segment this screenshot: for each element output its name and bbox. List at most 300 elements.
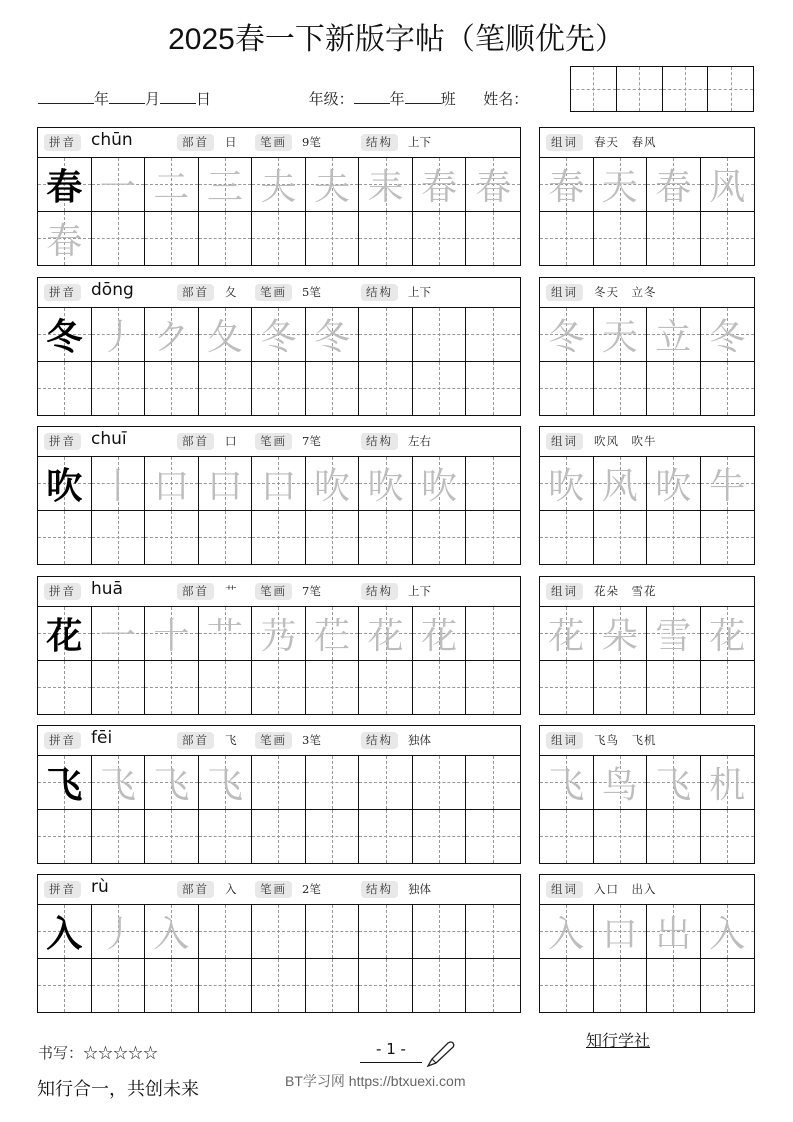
writing-cell[interactable] [38,661,92,715]
writing-cell[interactable] [647,607,701,661]
writing-cell[interactable] [540,661,594,715]
words-header [540,726,754,756]
radical-tag: 部首 [177,583,214,600]
writing-cell[interactable] [306,457,360,511]
stroke-step-trace: 三 [206,166,243,208]
word-trace-character: 入 [548,913,585,955]
structure-value: 上下 [408,135,431,149]
writing-cell[interactable] [92,158,146,212]
writing-cell[interactable] [701,212,755,266]
words-header [540,577,754,607]
day-blank[interactable] [160,89,196,104]
writing-cell[interactable] [359,661,413,715]
radical-tag: 部首 [177,433,214,450]
writing-cell[interactable] [701,661,755,715]
strokes-value: 3笔 [302,733,321,747]
writing-cell[interactable] [359,959,413,1013]
word-trace-character: 花 [548,615,585,657]
writing-cell[interactable] [38,362,92,416]
writing-cell[interactable] [647,511,701,565]
name-cell[interactable] [617,67,663,111]
writing-cell[interactable] [594,661,648,715]
writing-cell[interactable] [701,457,755,511]
writing-cell[interactable] [594,756,648,810]
writing-rating [38,1042,158,1063]
stroke-step-trace: 夫 [260,166,297,208]
writing-cell[interactable] [92,661,146,715]
word-practice-box [539,725,755,864]
words-tag: 组词 [546,134,583,151]
words-value: 春天 春风 [594,135,657,149]
structure-tag: 结构 [361,732,398,749]
writing-cell[interactable] [252,457,306,511]
writing-cell[interactable] [199,212,253,266]
stroke-step-trace: 入 [153,913,190,955]
name-cell[interactable] [708,67,753,111]
character-block [37,874,755,1013]
name-label: 姓名： [483,90,529,108]
writing-cell[interactable] [252,308,306,362]
writing-cell[interactable] [306,362,360,416]
radical-value: 艹 [225,584,237,598]
writing-cell[interactable] [38,308,92,362]
structure-value: 上下 [408,584,431,598]
word-trace-character: 风 [601,465,638,507]
tianzige-grid [38,905,520,1012]
writing-cell[interactable] [38,959,92,1013]
strokes-tag: 笔画 [255,433,292,450]
pinyin-tag: 拼音 [44,583,81,600]
writing-cell[interactable] [252,362,306,416]
tianzige-grid [38,756,520,863]
writing-cell[interactable] [252,959,306,1013]
writing-cell[interactable] [199,810,253,864]
writing-cell[interactable] [252,661,306,715]
writing-cell[interactable] [252,212,306,266]
writing-cell[interactable] [413,607,467,661]
writing-cell[interactable] [647,959,701,1013]
writing-cell[interactable] [594,212,648,266]
word-trace-character: 天 [601,166,638,208]
writing-cell[interactable] [92,905,146,959]
writing-cell[interactable] [252,158,306,212]
writing-cell[interactable] [466,905,520,959]
class-blank[interactable] [405,89,441,104]
writing-cell[interactable] [38,810,92,864]
name-cell[interactable] [571,67,617,111]
writing-cell[interactable] [92,212,146,266]
writing-cell[interactable] [359,905,413,959]
writing-cell[interactable] [92,810,146,864]
writing-cell[interactable] [306,308,360,362]
word-trace-character: 雪 [655,615,692,657]
writing-cell[interactable] [647,661,701,715]
writing-cell[interactable] [199,661,253,715]
writing-cell[interactable] [540,810,594,864]
pinyin-tag: 拼音 [44,433,81,450]
structure-tag: 结构 [361,284,398,301]
year-blank[interactable] [38,89,94,104]
writing-cell[interactable] [92,607,146,661]
writing-cell[interactable] [540,959,594,1013]
strokes-tag: 笔画 [255,583,292,600]
writing-cell[interactable] [701,905,755,959]
writing-cell[interactable] [466,158,520,212]
stroke-step-trace: 口 [153,465,190,507]
stroke-step-trace: 夫 [314,166,351,208]
writing-cell[interactable] [145,661,199,715]
writing-cell[interactable] [199,905,253,959]
writing-cell[interactable] [594,959,648,1013]
writing-cell[interactable] [540,756,594,810]
word-trace-character: 入 [709,913,746,955]
words-value: 冬天 立冬 [594,285,657,299]
writing-cell[interactable] [413,308,467,362]
name-cell[interactable] [663,67,709,111]
word-trace-character: 鸟 [601,764,638,806]
writing-cell[interactable] [701,158,755,212]
writing-cell[interactable] [145,457,199,511]
words-value: 吹风 吹牛 [594,434,657,448]
stroke-step-trace: 吹 [314,465,351,507]
radical-tag: 部首 [177,732,214,749]
writing-cell[interactable] [252,905,306,959]
writing-cell[interactable] [306,607,360,661]
writing-cell[interactable] [252,810,306,864]
writing-cell[interactable] [145,511,199,565]
writing-cell[interactable] [145,756,199,810]
writing-cell[interactable] [145,158,199,212]
stroke-step-trace: 口 [206,465,243,507]
writing-cell[interactable] [199,607,253,661]
writing-cell[interactable] [594,607,648,661]
stroke-step-trace: 飞 [99,764,136,806]
word-tianzige-grid [540,308,754,415]
writing-cell[interactable] [594,308,648,362]
writing-cell[interactable] [359,158,413,212]
writing-cell[interactable] [359,756,413,810]
stroke-step-trace: 冬 [314,316,351,358]
tianzige-grid [38,607,520,714]
writing-cell[interactable] [145,959,199,1013]
writing-cell[interactable] [145,362,199,416]
day-label: 日 [196,90,212,108]
word-trace-character: 机 [709,764,746,806]
stroke-step-trace: 丿 [99,316,136,358]
stroke-step-trace: 丨 [99,465,136,507]
writing-cell[interactable] [540,905,594,959]
writing-cell[interactable] [540,362,594,416]
writing-cell[interactable] [38,158,92,212]
writing-cell[interactable] [540,457,594,511]
structure-tag: 结构 [361,433,398,450]
writing-cell[interactable] [701,959,755,1013]
writing-cell[interactable] [466,362,520,416]
character-block [37,725,755,864]
writing-cell[interactable] [540,212,594,266]
radical-tag: 部首 [177,284,214,301]
words-header [540,427,754,457]
grade-label: 年级： [308,90,354,108]
model-character: 花 [46,614,83,657]
writing-cell[interactable] [359,810,413,864]
tianzige-grid [38,308,520,415]
writing-cell[interactable] [359,457,413,511]
writing-cell[interactable] [647,810,701,864]
writing-cell[interactable] [647,905,701,959]
stroke-practice-box [37,277,521,416]
writing-cell[interactable] [466,308,520,362]
writing-cell[interactable] [466,457,520,511]
student-info-line [38,88,528,109]
stroke-step-trace: 吹 [421,465,458,507]
writing-cell[interactable] [92,457,146,511]
strokes-tag: 笔画 [255,881,292,898]
writing-cell[interactable] [466,607,520,661]
stroke-step-trace: 艹 [206,615,243,657]
writing-cell[interactable] [594,158,648,212]
model-character: 冬 [46,315,83,358]
stroke-step-trace: 芢 [314,615,351,657]
page-title: 2025春一下新版字帖（笔顺优先） [168,23,625,56]
writing-cell[interactable] [413,756,467,810]
word-trace-character: 飞 [655,764,692,806]
writing-cell[interactable] [306,959,360,1013]
writing-cell[interactable] [413,810,467,864]
word-trace-character: 飞 [548,764,585,806]
writing-cell[interactable] [701,756,755,810]
writing-cell[interactable] [306,661,360,715]
writing-cell[interactable] [359,511,413,565]
writing-cell[interactable] [413,511,467,565]
writing-cell[interactable] [199,308,253,362]
word-tianzige-grid [540,158,754,265]
writing-cell[interactable] [647,362,701,416]
radical-value: 飞 [225,733,237,747]
character-info-header [38,278,520,308]
structure-value: 独体 [408,733,431,747]
character-block [37,127,755,266]
writing-cell[interactable] [466,959,520,1013]
writing-cell[interactable] [252,511,306,565]
model-character: 飞 [46,763,83,806]
name-writing-grid[interactable] [570,66,754,112]
writing-cell[interactable] [306,810,360,864]
writing-cell[interactable] [145,607,199,661]
pinyin-value: chuī [91,429,127,449]
writing-cell[interactable] [540,158,594,212]
pinyin-value: chūn [91,130,133,150]
year-label: 年 [94,90,110,108]
writing-cell[interactable] [38,756,92,810]
strokes-tag: 笔画 [255,134,292,151]
word-tianzige-grid [540,607,754,714]
writing-cell[interactable] [701,511,755,565]
writing-cell[interactable] [701,308,755,362]
character-block [37,426,755,565]
character-info-header [38,577,520,607]
writing-cell[interactable] [466,756,520,810]
grade-blank[interactable] [354,89,390,104]
word-trace-character: 立 [655,316,692,358]
writing-cell[interactable] [359,607,413,661]
writing-cell[interactable] [92,308,146,362]
stroke-step-trace: 花 [367,615,404,657]
writing-cell[interactable] [145,905,199,959]
writing-cell[interactable] [38,457,92,511]
radical-value: 入 [225,882,237,896]
brand-link[interactable]: 知行学社 [586,1033,651,1050]
character-block [37,576,755,715]
word-trace-character: 朵 [601,615,638,657]
radical-value: 夂 [225,285,237,299]
words-tag: 组词 [546,284,583,301]
words-value: 飞鸟 飞机 [594,733,657,747]
writing-cell[interactable] [92,511,146,565]
character-info-header [38,726,520,756]
class-label: 班 [440,90,456,108]
structure-tag: 结构 [361,583,398,600]
strokes-value: 5笔 [302,285,321,299]
writing-cell[interactable] [701,362,755,416]
words-header [540,128,754,158]
pen-icon [424,1040,456,1068]
radical-value: 日 [225,135,237,149]
writing-cell[interactable] [647,308,701,362]
writing-cell[interactable] [199,756,253,810]
writing-cell[interactable] [594,810,648,864]
writing-cell[interactable] [594,457,648,511]
word-trace-character: 花 [709,615,746,657]
strokes-value: 2笔 [302,882,321,896]
writing-cell[interactable] [145,810,199,864]
writing-cell[interactable] [701,810,755,864]
tianzige-grid [38,457,520,564]
writing-cell[interactable] [145,212,199,266]
writing-cell[interactable] [466,810,520,864]
writing-cell[interactable] [594,362,648,416]
writing-cell[interactable] [413,212,467,266]
writing-cell[interactable] [92,362,146,416]
writing-cell[interactable] [92,756,146,810]
writing-cell[interactable] [38,511,92,565]
model-character: 入 [46,912,83,955]
structure-tag: 结构 [361,134,398,151]
writing-cell[interactable] [306,756,360,810]
slogan: 知行合一，共创未来 [37,1079,199,1099]
writing-cell[interactable] [647,457,701,511]
writing-cell[interactable] [413,457,467,511]
writing-cell[interactable] [594,905,648,959]
writing-cell[interactable] [540,511,594,565]
words-tag: 组词 [546,433,583,450]
writing-cell[interactable] [306,158,360,212]
character-info-header [38,875,520,905]
words-value: 花朵 雪花 [594,584,657,598]
character-block [37,277,755,416]
character-info-header [38,128,520,158]
writing-cell[interactable] [466,212,520,266]
stroke-step-trace: 吹 [367,465,404,507]
writing-cell[interactable] [252,607,306,661]
stroke-step-trace: 春 [421,166,458,208]
writing-cell[interactable] [413,905,467,959]
writing-cell[interactable] [540,308,594,362]
writing-cell[interactable] [359,212,413,266]
pinyin-tag: 拼音 [44,732,81,749]
writing-cell[interactable] [466,661,520,715]
writing-cell[interactable] [38,607,92,661]
writing-cell[interactable] [647,158,701,212]
stroke-step-trace: 一 [99,166,136,208]
writing-cell[interactable] [647,212,701,266]
writing-cell[interactable] [199,158,253,212]
stroke-step-trace: 二 [153,166,190,208]
writing-cell[interactable] [306,511,360,565]
writing-cell[interactable] [701,607,755,661]
stroke-step-trace: 花 [421,615,458,657]
watermark: BT学习网 https://btxuexi.com [285,1073,466,1089]
writing-cell[interactable] [199,959,253,1013]
writing-cell[interactable] [647,756,701,810]
writing-cell[interactable] [540,607,594,661]
writing-cell[interactable] [145,308,199,362]
writing-cell[interactable] [359,362,413,416]
rating-stars[interactable]: ☆☆☆☆☆ [83,1044,159,1062]
writing-cell[interactable] [252,756,306,810]
writing-cell[interactable] [199,511,253,565]
words-header [540,875,754,905]
writing-cell[interactable] [359,308,413,362]
stroke-step-trace: 丿 [99,913,136,955]
structure-tag: 结构 [361,881,398,898]
writing-cell[interactable] [413,959,467,1013]
writing-cell[interactable] [594,511,648,565]
structure-value: 左右 [408,434,431,448]
writing-cell[interactable] [466,511,520,565]
writing-cell[interactable] [413,661,467,715]
word-trace-character: 口 [601,913,638,955]
stroke-practice-box [37,874,521,1013]
stroke-practice-box [37,576,521,715]
writing-cell[interactable] [38,905,92,959]
strokes-value: 7笔 [302,434,321,448]
stroke-step-trace: 艿 [260,615,297,657]
month-blank[interactable] [109,89,145,104]
stroke-step-trace: 十 [153,615,190,657]
writing-cell[interactable] [306,212,360,266]
word-practice-box [539,127,755,266]
word-practice-box [539,426,755,565]
stroke-practice-box [37,127,521,266]
writing-cell[interactable] [306,905,360,959]
writing-cell[interactable] [413,158,467,212]
word-practice-box [539,277,755,416]
strokes-tag: 笔画 [255,284,292,301]
stroke-step-trace: 春 [475,166,512,208]
tianzige-grid [38,158,520,265]
pinyin-value: rù [91,877,109,897]
writing-cell[interactable] [199,457,253,511]
word-trace-character: 天 [601,316,638,358]
word-trace-character: 风 [709,166,746,208]
words-tag: 组词 [546,881,583,898]
writing-cell[interactable] [92,959,146,1013]
writing-cell[interactable] [38,212,92,266]
writing-cell[interactable] [199,362,253,416]
writing-cell[interactable] [413,362,467,416]
stroke-step-trace: 飞 [206,764,243,806]
